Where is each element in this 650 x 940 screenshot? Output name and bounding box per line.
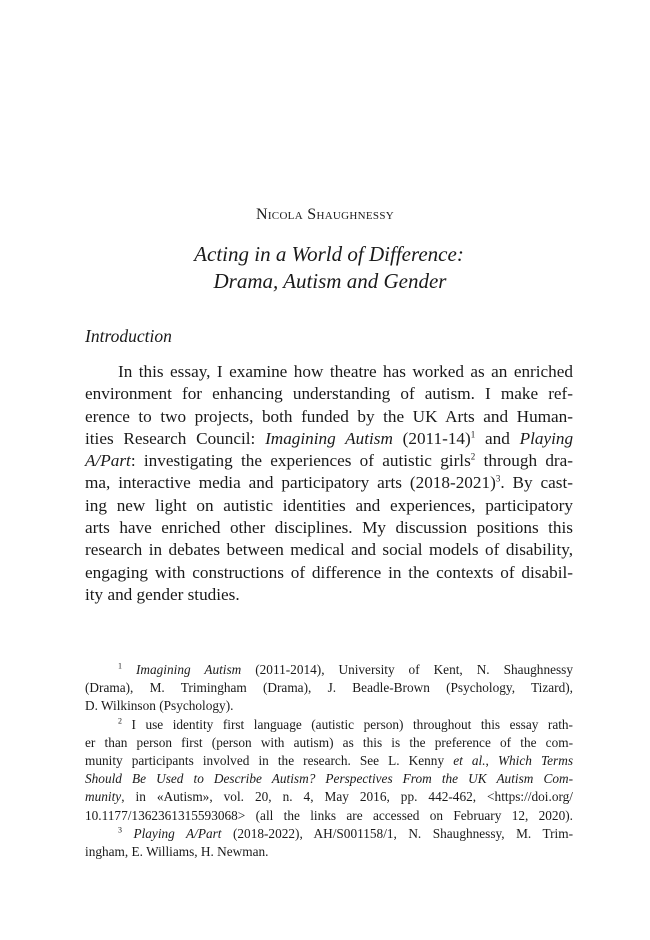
body-line [85,472,573,494]
author-text: Nicola Shaughnessy [255,206,395,223]
footnotes [85,661,573,861]
body-paragraph [85,361,573,606]
footnote-1-line: D. Wilkinson (Psychology). [85,698,234,714]
footnote-3-line: ingham, E. Williams, H. Newman. [85,844,269,860]
text-run: and [485,428,510,448]
body-line: ing new light on autistic identities and experiences, participatory [85,495,573,515]
footnote-1-line [85,661,573,679]
cited-title: Should Be Used to Describe Autism? Perspectives From the UK Autism Com- [85,771,573,787]
project-title: A/Part [85,451,131,471]
body-line: research in debates between medical and social models of disability, [85,540,573,560]
text-run: (2011-14) [402,428,471,448]
cited-title: munity [85,789,122,805]
text-run: ities Research Council: [85,428,256,448]
body-line: engaging with constructions of difference in the contexts of disabil- [85,562,573,582]
cited-title: Which Terms [497,753,574,769]
title-line-2: Drama, Autism and Gender [213,269,447,293]
footnote-3-line [85,825,573,843]
project-title: Playing A/Part [133,825,222,841]
text-run: I use identity first language (autistic person) throughout this essay rath- [131,716,573,732]
footnote-1-line: (Drama), M. Trimingham (Drama), J. Beadle-Brown (Psychology, Tizard), [85,680,573,696]
author-name [0,206,650,224]
footnote-2-line [85,788,573,806]
footnote-2-line [85,752,573,770]
footnote-number: 1 [118,661,122,671]
footnote-2-line [85,716,573,734]
footnote-ref[interactable]: 3 [495,473,501,484]
text-run: through dra- [483,451,574,471]
title-line-1: Acting in a World of Difference: [194,242,464,266]
essay-title [0,241,650,295]
body-line: arts have enriched other disciplines. My discussion positions this [85,518,573,538]
section-heading: Introduction [85,326,172,346]
project-title: Playing [519,428,574,448]
footnote-ref[interactable]: 1 [470,429,476,440]
project-title: Imagining Autism [135,662,242,677]
footnote-number: 2 [118,716,122,726]
project-title: Imagining Autism [265,428,393,448]
body-line: erence to two projects, both funded by the UK Arts and Human- [85,406,573,426]
text-run: ma, interactive media and participatory arts (2018-2021) [85,473,496,493]
footnote-number: 3 [118,825,122,835]
text-run: : investigating the experiences of autistic girls [130,451,471,471]
body-line: environment for enhancing understanding of autism. I make ref- [85,384,573,404]
text-run: , in «Autism», vol. 20, n. 4, May 2016, pp. 442-462, <https://doi.org/ [121,789,573,805]
body-line: In this essay, I examine how theatre has worked as an enriched [118,362,573,381]
footnote-2-line: 10.1177/1362361315593068> (all the links are accessed on February 12, 2020). [85,807,573,823]
text-run: (2018-2022), AH/S001158/1, N. Shaughnessy, M. Trim- [232,825,573,841]
body-line: ity and gender studies. [85,584,240,604]
text-run: munity participants involved in the research. See L. Kenny [85,753,445,769]
footnote-2-line: er than person first (person with autism) as this is the preference of the com- [85,734,573,750]
text-run: et al. [453,753,486,769]
footnote-ref[interactable]: 2 [470,451,476,462]
text-run: . By cast- [500,473,573,493]
footnote-2-line [85,770,573,788]
body-line [85,450,573,472]
text-run: (2011-2014), University of Kent, N. Shaughnessy [255,662,574,677]
body-line [85,428,573,450]
text-run: , [485,753,489,769]
